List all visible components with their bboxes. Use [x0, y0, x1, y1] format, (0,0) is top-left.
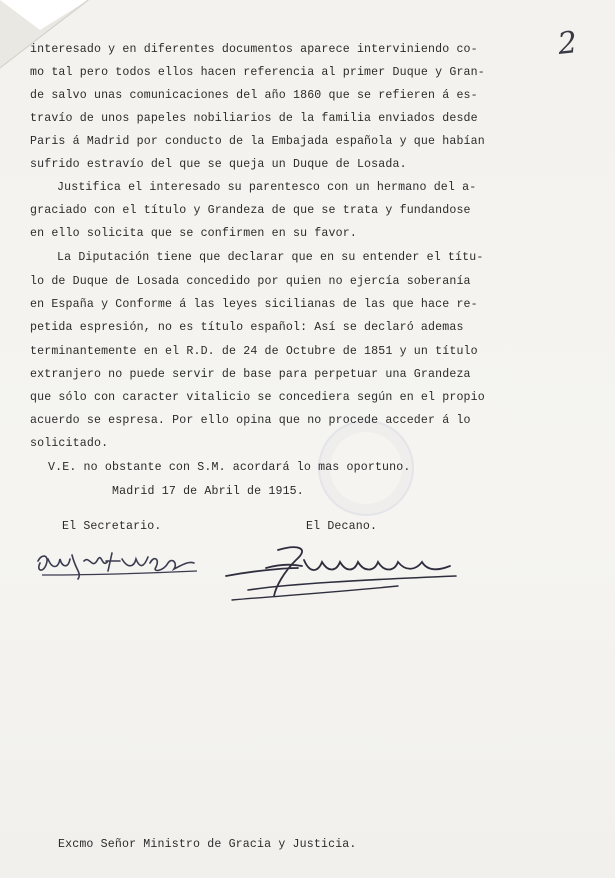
body-line: en España y Conforme á las leyes sicilianas de las que hace re-: [30, 298, 478, 311]
secretario-label: El Secretario.: [62, 520, 162, 533]
decano-label: El Decano.: [306, 520, 378, 533]
date-line: Madrid 17 de Abril de 1915.: [112, 485, 304, 498]
body-line: travío de unos papeles nobiliarios de la familia enviados desde: [30, 112, 478, 125]
addressee-line: Excmo Señor Ministro de Gracia y Justicia.: [58, 838, 357, 851]
body-line: mo tal pero todos ellos hacen referencia al primer Duque y Gran-: [30, 66, 485, 79]
body-line: solicitado.: [30, 437, 109, 450]
body-line: acuerdo se espresa. Por ello opina que no procede acceder á lo: [30, 414, 471, 427]
body-line: lo de Duque de Losada concedido por quien no ejercía soberanía: [30, 275, 471, 288]
folded-corner: [0, 0, 90, 70]
body-line: graciado con el título y Grandeza de que se trata y fundandose: [30, 204, 471, 217]
body-line: V.E. no obstante con S.M. acordará lo mas oportuno.: [48, 461, 411, 474]
page-number: 2: [556, 25, 579, 62]
decano-signature: [218, 538, 463, 610]
body-line: Justifica el interesado su parentesco con un hermano del a-: [57, 181, 477, 194]
body-line: extranjero no puede servir de base para perpetuar una Grandeza: [30, 368, 471, 381]
secretario-signature: [32, 545, 202, 585]
body-line: petida espresión, no es título español: Así se declaró ademas: [30, 321, 464, 334]
body-line: que sólo con caracter vitalicio se concediera según en el propio: [30, 391, 485, 404]
body-line: de salvo unas comunicaciones del año 1860 que se refieren á es-: [30, 89, 478, 102]
body-line: Paris á Madrid por conducto de la Embajada española y que habían: [30, 135, 485, 148]
body-line: sufrido estravío del que se queja un Duque de Losada.: [30, 158, 407, 171]
body-line: La Diputación tiene que declarar que en su entender el títu-: [57, 251, 484, 264]
body-line: interesado y en diferentes documentos aparece interviniendo co-: [30, 43, 478, 56]
body-line: en ello solicita que se confirmen en su favor.: [30, 227, 357, 240]
body-line: terminantemente en el R.D. de 24 de Octubre de 1851 y un título: [30, 345, 478, 358]
